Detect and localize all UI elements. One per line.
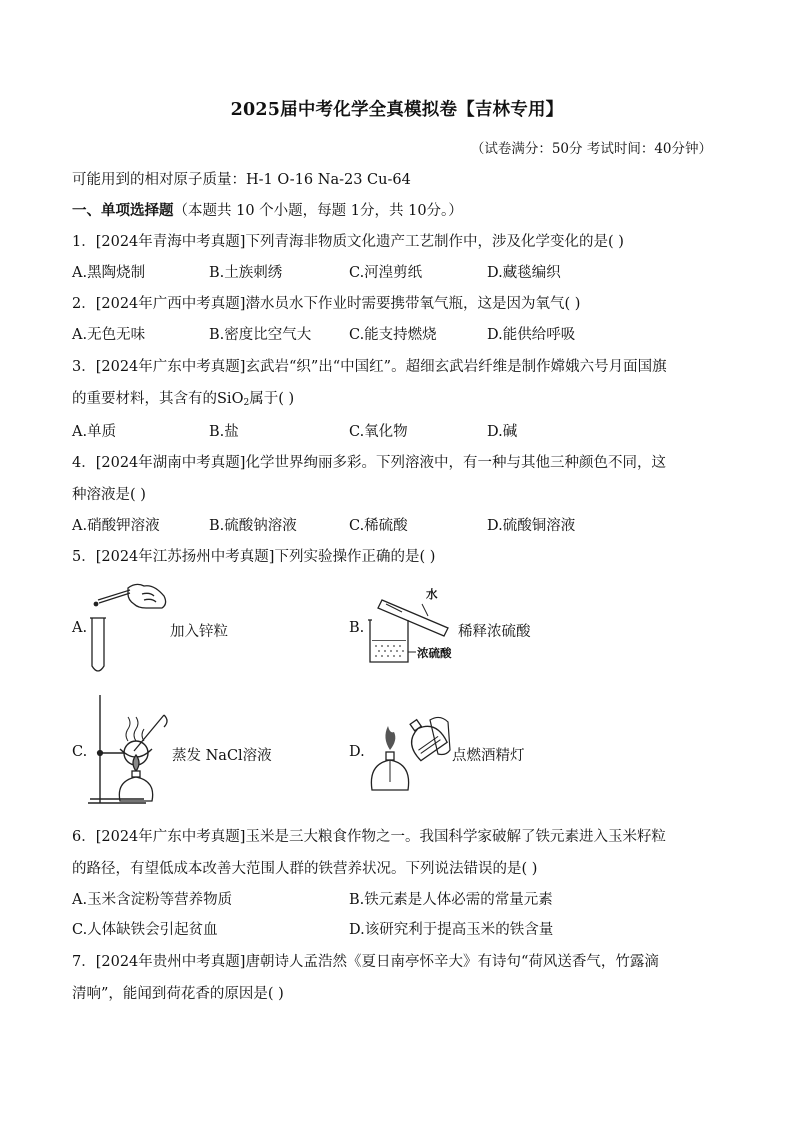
section-title: 一、单项选择题 bbox=[72, 202, 174, 219]
q1-option-a[interactable]: A.黑陶烧制 bbox=[72, 265, 146, 281]
hand-icon bbox=[430, 717, 450, 754]
question-5-stem: 5．[2024年江苏扬州中考真题]下列实验操作正确的是( ) bbox=[72, 549, 436, 565]
q5-b-water-label: 水 bbox=[426, 587, 438, 601]
question-3-stem-line2 bbox=[72, 387, 294, 408]
q3-formula bbox=[217, 391, 249, 407]
test-tube-icon bbox=[90, 618, 106, 671]
question-6-stem-line1: 6．[2024年广东中考真题]玉米是三大粮食作物之一。我国科学家破解了铁元素进入玉米籽粒 bbox=[72, 829, 666, 845]
q4-option-b[interactable]: B.硫酸钠溶液 bbox=[209, 518, 297, 534]
q6-option-c[interactable]: C.人体缺铁会引起贫血 bbox=[72, 922, 218, 938]
q5-b-acid-label: 浓硫酸 bbox=[417, 646, 452, 660]
q5-option-c-caption: 蒸发 NaCl溶液 bbox=[172, 748, 272, 764]
q2-option-b[interactable]: B.密度比空气大 bbox=[209, 327, 312, 343]
exam-subtitle: （试卷满分：50分 考试时间：40分钟） bbox=[470, 141, 712, 157]
q3-formula-sub: 2 bbox=[243, 398, 250, 408]
question-6-stem-line2: 的路径，有望低成本改善大范围人群的铁营养状况。下列说法错误的是( ) bbox=[72, 861, 538, 877]
q6-option-d[interactable]: D.该研究利于提高玉米的铁含量 bbox=[349, 922, 554, 938]
zinc-granule-icon bbox=[94, 602, 99, 607]
q5-option-d-figure[interactable] bbox=[366, 710, 452, 796]
exam-title: 2025届中考化学全真模拟卷【吉林专用】 bbox=[230, 100, 564, 120]
q3-text-a: 的重要材料，其含有的 bbox=[72, 391, 217, 407]
q3-text-b: 属于( ) bbox=[249, 391, 295, 407]
upright-lamp-icon bbox=[371, 752, 408, 790]
steam-icon bbox=[126, 717, 144, 741]
question-2-stem: 2．[2024年广西中考真题]潜水员水下作业时需要携带氧气瓶，这是因为氧气( ) bbox=[72, 296, 581, 312]
section-heading bbox=[72, 199, 463, 220]
q5-option-d-letter[interactable]: D. bbox=[349, 744, 365, 760]
q4-option-d[interactable]: D.硫酸铜溶液 bbox=[487, 518, 576, 534]
q1-option-d[interactable]: D.藏毯编织 bbox=[487, 265, 561, 281]
question-1-stem: 1．[2024年青海中考真题]下列青海非物质文化遗产工艺制作中，涉及化学变化的是( ) bbox=[72, 234, 624, 250]
q1-option-b[interactable]: B.土族刺绣 bbox=[209, 265, 283, 281]
q5-option-a-figure[interactable] bbox=[84, 578, 174, 678]
q2-option-c[interactable]: C.能支持燃烧 bbox=[349, 327, 437, 343]
tilted-test-tube-icon bbox=[378, 600, 448, 636]
question-4-stem-line1: 4．[2024年湖南中考真题]化学世界绚丽多彩。下列溶液中，有一种与其他三种颜色不同，这 bbox=[72, 455, 666, 471]
tilted-lamp-icon bbox=[400, 712, 448, 761]
atomic-masses: 可能用到的相对原子质量：H-1 O-16 Na-23 Cu-64 bbox=[72, 172, 411, 188]
question-7-stem-line1: 7．[2024年贵州中考真题]唐朝诗人孟浩然《夏日南亭怀辛大》有诗句“荷风送香气，竹露滴 bbox=[72, 954, 659, 970]
q2-option-a[interactable]: A.无色无味 bbox=[72, 327, 146, 343]
alcohol-lamp-icon bbox=[119, 755, 152, 801]
glass-rod-icon bbox=[134, 715, 167, 751]
hand-tweezers-icon bbox=[98, 584, 166, 608]
question-3-stem-line1: 3．[2024年广东中考真题]玄武岩“织”出“中国红”。超细玄武岩纤维是制作嫦娥六号月面国旗 bbox=[72, 359, 667, 375]
question-7-stem-line2: 清响”，能闻到荷花香的原因是( ) bbox=[72, 986, 284, 1002]
question-4-stem-line2: 种溶液是( ) bbox=[72, 487, 146, 503]
q5-option-a-caption: 加入锌粒 bbox=[170, 624, 228, 640]
q3-option-d[interactable]: D.碱 bbox=[487, 424, 518, 440]
q6-option-a[interactable]: A.玉米含淀粉等营养物质 bbox=[72, 892, 233, 908]
iron-stand-icon bbox=[88, 695, 148, 803]
section-note: （本题共 10 个小题，每题 1分，共 10分。） bbox=[173, 203, 463, 219]
q5-option-c-letter[interactable]: C. bbox=[72, 744, 88, 760]
q5-option-b-letter[interactable]: B. bbox=[349, 620, 365, 636]
acid-liquid-icon bbox=[372, 640, 406, 657]
q5-option-a-letter[interactable]: A. bbox=[72, 620, 88, 636]
q3-formula-main: SiO bbox=[217, 391, 244, 407]
q2-option-d[interactable]: D.能供给呼吸 bbox=[487, 327, 576, 343]
q3-option-b[interactable]: B.盐 bbox=[209, 424, 239, 440]
q1-option-c[interactable]: C.河湟剪纸 bbox=[349, 265, 423, 281]
q4-option-a[interactable]: A.硝酸钾溶液 bbox=[72, 518, 160, 534]
flame-icon bbox=[385, 726, 395, 750]
q5-option-c-figure[interactable] bbox=[86, 693, 172, 809]
q6-option-b[interactable]: B.铁元素是人体必需的常量元素 bbox=[349, 892, 553, 908]
q4-option-c[interactable]: C.稀硫酸 bbox=[349, 518, 408, 534]
q3-option-a[interactable]: A.单质 bbox=[72, 424, 117, 440]
q5-option-b-caption: 稀释浓硫酸 bbox=[458, 624, 531, 640]
q5-option-d-caption: 点燃酒精灯 bbox=[452, 748, 525, 764]
q3-option-c[interactable]: C.氧化物 bbox=[349, 424, 408, 440]
